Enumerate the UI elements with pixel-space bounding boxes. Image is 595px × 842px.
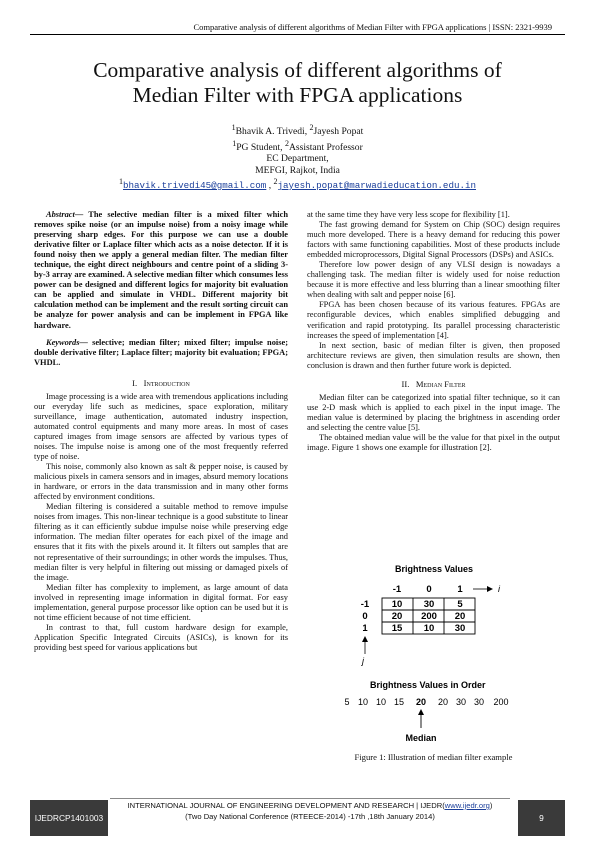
journal-paren: ) (489, 801, 493, 810)
section-1-number: I. (132, 377, 138, 388)
paper-title (40, 58, 555, 108)
grid-cell: 200 (421, 611, 437, 622)
intro-paragraph-5: In contrast to that, full custom hardware design for example, Application Specific Integrated Circuits (ASICs), is known for its providing best speed for various applications but (34, 622, 288, 652)
grid-cell: 10 (391, 599, 403, 610)
median-filter-figure (325, 562, 535, 747)
median-arrow (418, 709, 424, 728)
ordered-value: 10 (357, 697, 369, 707)
footer-rule (110, 798, 510, 799)
ordered-value: 15 (393, 697, 405, 707)
author-1: Bhavik A. Trivedi, (235, 126, 310, 138)
col-header-1: 1 (457, 584, 463, 595)
intro-paragraph-2: This noise, commonly also known as salt & pepper noise, is caused by malicious pixels in camera sensors and in images, absurd memory locations in hardware, or errors in the data transmission and in many other forms affected by environment conditions. (34, 462, 288, 502)
grid-values (392, 599, 466, 634)
author-sup-2: 2 (309, 123, 314, 132)
section-1-title: Introduction (143, 377, 190, 388)
author-2: Jayesh Popat (313, 126, 364, 138)
ordered-value-median: 20 (415, 697, 427, 707)
department: EC Department, (266, 153, 329, 165)
keywords-label: Keywords— (46, 337, 88, 347)
grid-cell: 20 (454, 611, 466, 622)
col-header-0: 0 (426, 584, 432, 595)
ordered-values (344, 697, 508, 707)
j-arrow (362, 636, 368, 654)
grid-cell: 30 (454, 623, 466, 634)
section-2-heading (307, 379, 560, 389)
ordered-value: 30 (455, 697, 467, 707)
median-paragraph-1: Median filter can be categorized into spatial filter technique, so it can use 2-D mask which is applied to each pixel in the input image. The median value is determined by placing the brightness in ascending order and selecting the centre value [5]. (307, 392, 560, 432)
figure-title-brightness: Brightness Values (395, 564, 474, 574)
right-column (307, 210, 560, 453)
paper-code-badge: IJEDRCP1401003 (30, 800, 108, 836)
abstract-text: The selective median filter is a mixed filter which removes spike noise (or an impulse noise) from a noisy image while preserving sharp edges. For this purpose we can use a double derivative filter or Laplace filter which acts as a noise detector. If it is found noisy then we apply a general median filter. The median filter technique, the eight direct neighbours and centre point of a sliding 3-by-3 array are examined. A selective median filter which consumes less power can be designed and different logics for majority bit evaluation can be applied and simulate in VHDL. Different majority bit calculation method can be implement and the result sorting circuit can be analyze for power analysis and can be implement in FPGA like hardware. (34, 210, 288, 330)
role-1: PG Student, (236, 141, 285, 153)
keywords (34, 338, 288, 368)
grid-cell: 15 (391, 623, 403, 634)
journal-url-link[interactable]: www.ijedr.org (444, 801, 490, 810)
i-arrow (473, 586, 493, 592)
grid-cell: 20 (391, 611, 403, 622)
journal-name: INTERNATIONAL JOURNAL OF ENGINEERING DEVELOPMENT AND RESEARCH | IJEDR( (127, 801, 445, 810)
intro-paragraph-3: Median filtering is considered a suitable method to remove impulse noises from images. This non-linear technique is a good substitute to linear filtering as it can efficiently subdue impulse noise while preserving edge information. The median filter operates for each pixel of the image and ensures that it fits with the pixels around it. It filters out samples that are not representative of their surroundings; in other words the impulses. Thus, median filter is very helpful in filtering out missing or damaged pixels of the image. (34, 502, 288, 582)
email-sup-2: 2 (273, 177, 278, 186)
running-header: Comparative analysis of different algorithms of Median Filter with FPGA applications | ISSN: 2321-9939 (193, 22, 552, 32)
emails (0, 176, 595, 192)
page-number-badge: 9 (518, 800, 565, 836)
author-names (0, 122, 595, 138)
row-index-0: 0 (362, 611, 368, 622)
intro-paragraph-4: Median filter has complexity to implement, as large amount of data involved in representing image information in digital format. For easy implementation, general purpose processor like option can be used but it is not time efficient because of not time efficient. (34, 582, 288, 622)
right-paragraph-2: The fast growing demand for System on Chip (SOC) design requires much more developed. There is a heavy demand for reducing this power factors with same functioning capabilities. Most of these products include embedded microprocessors, Digital Signal Processors (DSPs) and ASICs. (307, 220, 560, 260)
title-line-1: Comparative analysis of different algorithms of (93, 58, 502, 82)
right-paragraph-3: Therefore low power design of any VLSI design is nowadays a challenging task. The median filter is widely used for noise reduction because it is more effective and less blurring than a linear smoothing filter when dealing with salt and pepper noise [6]. (307, 260, 560, 300)
journal-line (110, 800, 510, 811)
footer-journal (110, 800, 510, 822)
ordered-value: 30 (473, 697, 485, 707)
row-index-1: 1 (362, 623, 368, 634)
col-header-neg1: -1 (392, 584, 402, 595)
figure-title-order: Brightness Values in Order (370, 680, 486, 690)
role-sup-2: 2 (284, 138, 289, 148)
grid-cell: 10 (423, 623, 435, 634)
row-index-neg1: -1 (360, 599, 370, 610)
conference-line: (Two Day National Conference (RTEECE-2014) -17th ,18th January 2014) (185, 812, 435, 821)
grid-cell: 30 (423, 599, 435, 610)
email-link-1[interactable]: bhavik.trivedi45@gmail.com (122, 180, 267, 192)
ordered-value: 20 (437, 697, 449, 707)
keywords-text: selective; median filter; mixed filter; impulse noise; double derivative filter; Laplace filter; majority bit evaluation; FPGA; VHDL. (34, 337, 288, 367)
j-label: j (362, 656, 364, 666)
section-1-heading (34, 378, 288, 388)
role-2: Assistant Professor (288, 141, 363, 153)
median-paragraph-2: The obtained median value will be the value for that pixel in the output image. Figure 1 shows one example for illustration [2]. (307, 432, 560, 453)
intro-paragraph-1: Image processing is a wide area with tremendous applications including our everyday life such as medicines, space exploration, military surveillance, image authentication, automated industry inspection, automated control equipments and many more areas. In most of cases captured images from image sensors are affected by various types of noises. The impulse noise is among one of the most frequently referred type of noise. (34, 391, 288, 462)
author-roles (0, 138, 595, 154)
right-paragraph-4: FPGA has been chosen because of its various features. FPGAs are reconfigurable devices, which enables simplified debugging and verification and rapid prototyping. Its parallel processing characteristic increases the speed of implementation [4]. (307, 300, 560, 340)
email-separator: , (266, 180, 274, 192)
i-label: i (498, 584, 500, 594)
abstract-label: Abstract— (46, 210, 84, 219)
email-link-2[interactable]: jayesh.popat@marwadieducation.edu.in (277, 180, 477, 192)
role-sup-1: 1 (232, 138, 237, 148)
right-paragraph-1: at the same time they have very less scope for flexibility [1]. (307, 210, 510, 219)
ordered-value: 5 (344, 697, 350, 707)
author-sup-1: 1 (231, 123, 236, 132)
institution: MEFGI, Rajkot, India (255, 164, 340, 176)
email-sup-1: 1 (118, 177, 123, 186)
title-line-2: Median Filter with FPGA applications (132, 83, 463, 107)
author-block (0, 122, 595, 192)
header-rule (30, 34, 565, 35)
section-2-title: Median Filter (415, 378, 466, 389)
right-paragraph-5: In next section, basic of median filter is given, then proposed architecture reviews are given, then simulation results are shown, then conclusion is drawn and then further future work is depicted. (307, 340, 560, 370)
ordered-value: 200 (493, 697, 509, 707)
abstract (34, 210, 288, 331)
ordered-value: 10 (375, 697, 387, 707)
median-label: Median (405, 733, 437, 743)
section-2-number: II. (401, 378, 410, 389)
grid-cell: 5 (457, 599, 463, 610)
left-column (34, 210, 288, 653)
figure-caption: Figure 1: Illustration of median filter example (354, 752, 513, 762)
